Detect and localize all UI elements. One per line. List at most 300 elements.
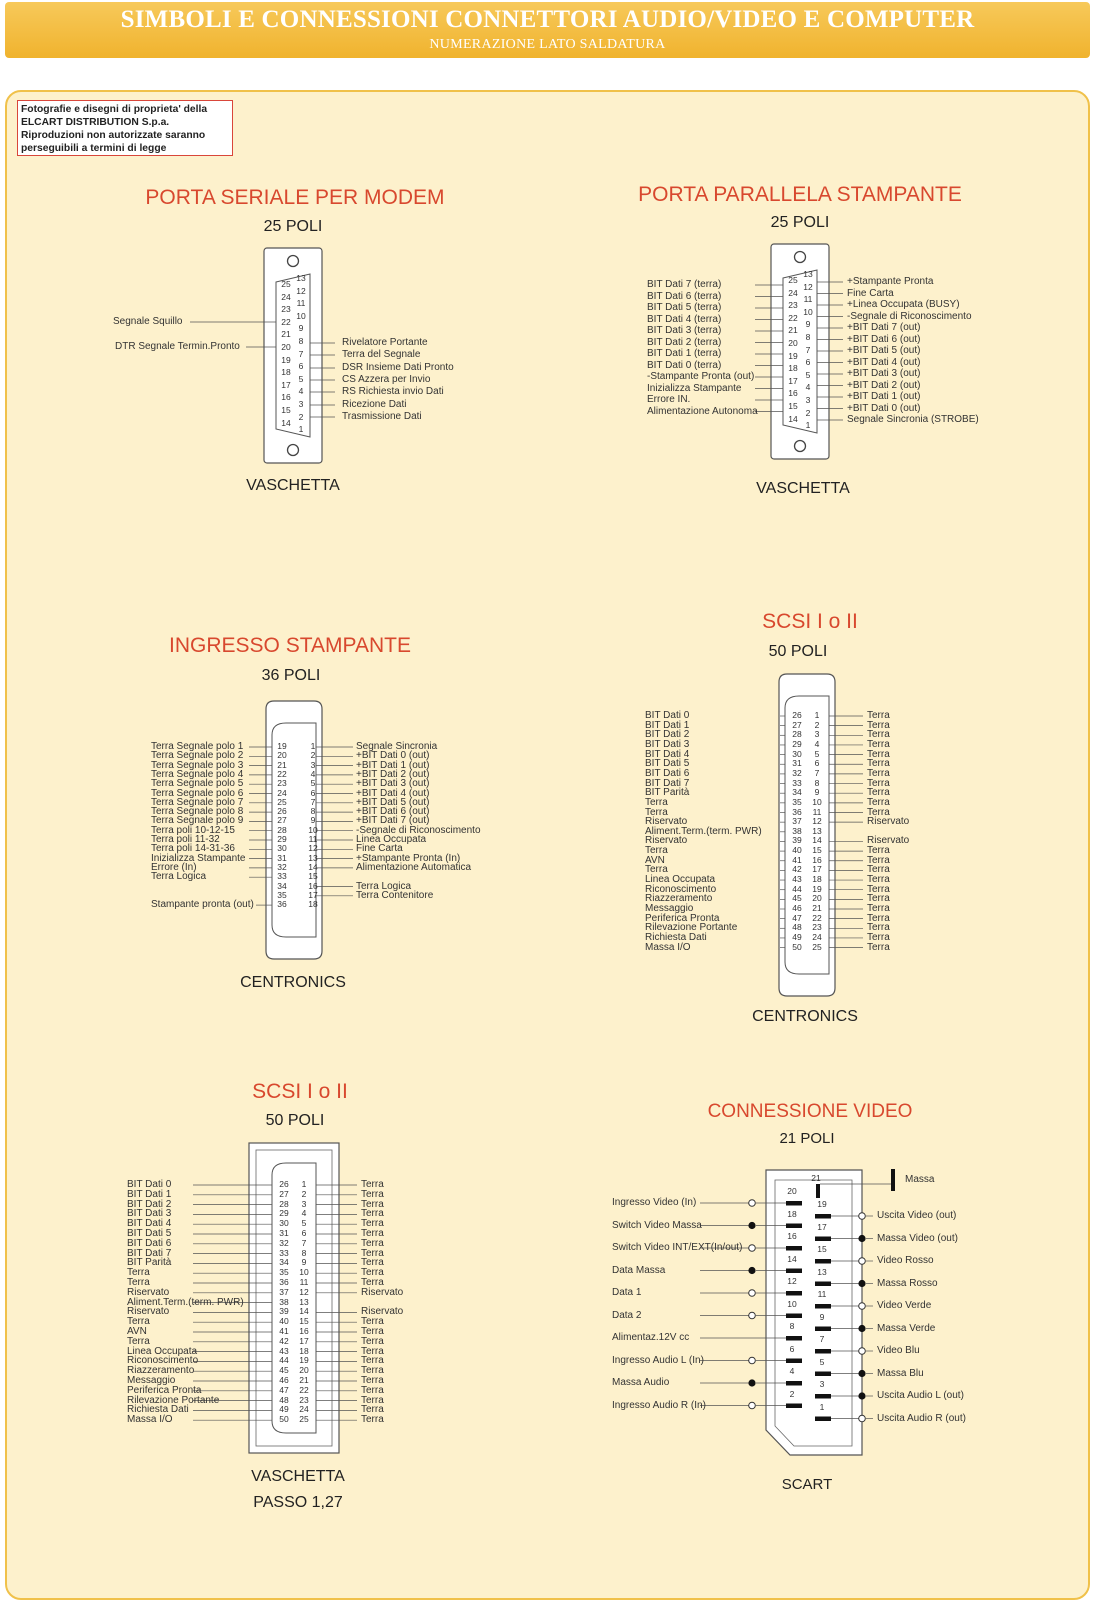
pin-number: 32 [277, 861, 287, 872]
pin-label: Alimentazione Automatica [356, 861, 472, 873]
pin-label: BIT Dati 6 [645, 767, 690, 779]
pin-number: 18 [281, 367, 291, 378]
pin-label: BIT Dati 5 [645, 758, 690, 770]
pin-label: Massa I/O [127, 1414, 173, 1426]
pin-label: Richiesta Dati [645, 931, 707, 943]
pin-contact [786, 1381, 802, 1386]
pin-label: Terra poli 11-32 [151, 834, 220, 845]
pin-number: 10 [296, 310, 306, 321]
pin-number: 7 [819, 1334, 825, 1344]
pin-number: 3 [310, 759, 316, 770]
pin-number: 15 [788, 401, 798, 411]
pin-label: Terra [867, 748, 890, 760]
pin-number: 5 [805, 369, 811, 380]
pin-label: Riservato [361, 1286, 404, 1298]
centronics36-type: CENTRONICS [240, 974, 346, 991]
pin-label: Terra [361, 1394, 384, 1406]
pin-number: 23 [299, 1394, 309, 1405]
pin-label: Terra [361, 1208, 384, 1220]
pin-label: Terra Contenitore [356, 889, 434, 901]
pin-label: +BIT Dati 5 (out) [356, 796, 430, 808]
pin-label: Terra [361, 1404, 384, 1416]
pin-number: 12 [308, 843, 318, 854]
pin-number: 14 [812, 835, 822, 846]
contact-dot-filled [748, 1222, 755, 1229]
pin-label: Terra Segnale polo 1 [151, 741, 244, 752]
pin-number: 31 [277, 852, 287, 863]
pin-number: 25 [281, 279, 291, 289]
parallel-poles: 25 POLI [770, 214, 830, 231]
pin-label: Riconoscimento [127, 1355, 199, 1367]
pin-label: Data Massa [612, 1264, 666, 1276]
contact-dot-open [749, 1312, 756, 1319]
pin-label: Massa Blu [877, 1367, 924, 1379]
pin-label: DTR Segnale Termin.Pronto [115, 341, 240, 352]
pin-label: Video Blu [877, 1345, 920, 1356]
pin-number: 35 [792, 796, 802, 807]
pin-number: 22 [299, 1384, 309, 1395]
pin-contact [786, 1359, 802, 1364]
pin-number: 12 [296, 285, 306, 296]
pin-label: Periferica Pronta [127, 1384, 202, 1396]
pin-number: 12 [299, 1286, 309, 1297]
pin-label: Terra [361, 1326, 384, 1337]
pin-contact [786, 1404, 802, 1409]
contact-dot-open [859, 1348, 866, 1355]
pin-label: +Stampante Pronta [847, 276, 934, 287]
pin-label: BIT Parità [645, 787, 690, 799]
pin-number: 36 [279, 1277, 289, 1287]
pin-label: -Segnale di Riconoscimento [356, 824, 481, 836]
pin-number: 24 [788, 287, 798, 298]
pin-label: +BIT Dati 4 (out) [847, 356, 921, 368]
pin-number: 10 [299, 1267, 309, 1278]
pin-number: 4 [301, 1208, 307, 1219]
pin-number: 36 [277, 899, 287, 910]
pin-contact [815, 1394, 831, 1399]
pin-label: BIT Dati 4 [127, 1218, 172, 1230]
pin-number: 3 [805, 395, 811, 405]
pin-number: 7 [298, 348, 304, 359]
pin-number: 6 [789, 1343, 795, 1354]
pin-number: 23 [788, 300, 798, 311]
pin-number: 4 [298, 386, 304, 397]
pin-label: Terra [361, 1375, 384, 1386]
parallel-type: VASCHETTA [756, 480, 850, 497]
pin-label: Terra [867, 854, 890, 866]
pin-number: 26 [277, 806, 287, 817]
pin-label: Segnale Sincronia [356, 741, 438, 752]
pin-number: 3 [819, 1379, 825, 1389]
pin-label: Rivelatore Portante [342, 337, 428, 348]
scsi-centronics-type: CENTRONICS [752, 1008, 858, 1025]
pin-number: 41 [792, 854, 802, 865]
pin-label: BIT Dati 3 (terra) [647, 325, 722, 336]
pin-label: Video Rosso [877, 1255, 934, 1266]
pin-label: Terra [361, 1237, 384, 1249]
pin-label: Terra [361, 1316, 384, 1328]
pin-number: 15 [817, 1244, 827, 1254]
pin-number: 33 [792, 777, 802, 788]
contact-dot-open [749, 1402, 756, 1409]
pin-number: 27 [277, 815, 287, 826]
pin-number: 6 [298, 361, 304, 372]
pin-label: Terra Segnale polo 5 [151, 778, 244, 790]
pin-number: 22 [812, 912, 822, 923]
pin-contact [815, 1304, 831, 1309]
pin-number: 19 [299, 1355, 309, 1366]
scsi-vaschetta-pitch: PASSO 1,27 [253, 1494, 343, 1511]
pin-label: Ingresso Audio L (In) [612, 1354, 704, 1366]
pin-label: Terra [361, 1277, 384, 1288]
pin-label: Riservato [361, 1306, 404, 1318]
pin-number: 2 [301, 1188, 307, 1199]
pin-label: Terra [867, 777, 890, 789]
pin-label: Terra [645, 845, 668, 857]
pin-contact [815, 1327, 831, 1332]
pin-number: 34 [277, 880, 287, 891]
pin-label: Uscita Video (out) [877, 1210, 957, 1221]
pin-label: AVN [127, 1326, 147, 1337]
pin-label: Terra Segnale polo 6 [151, 787, 244, 799]
pin-label: BIT Parità [127, 1257, 172, 1269]
pin-label: Terra [361, 1257, 384, 1269]
pin-contact [786, 1269, 802, 1274]
pin-number: 37 [279, 1286, 289, 1297]
pin-label: Switch Video Massa [612, 1219, 702, 1231]
pin-label: Errore (In) [151, 861, 197, 873]
pin-label: Ingresso Audio R (In) [612, 1399, 706, 1411]
pin-number: 38 [279, 1296, 289, 1307]
pin-label: Terra [867, 864, 890, 876]
pin-number: 18 [299, 1345, 309, 1356]
pin-number: 8 [789, 1321, 795, 1331]
modem-poles: 25 POLI [263, 218, 323, 235]
pin-label: RS Richiesta invio Dati [342, 386, 444, 397]
pin-number: 13 [296, 273, 306, 283]
pin-number: 20 [812, 893, 822, 904]
pin-number: 7 [301, 1237, 307, 1248]
pin-label: Alimentazione Autonoma [647, 405, 758, 417]
pin-number: 11 [296, 298, 306, 309]
pin-label: Terra [867, 941, 890, 953]
pin-label: Terra [361, 1355, 384, 1367]
pin-label: Terra [361, 1345, 384, 1357]
scsi-vaschetta-title: SCSI I o II [252, 1080, 348, 1103]
pin-label: Terra [361, 1335, 384, 1347]
pin-number: 49 [792, 931, 802, 942]
pin-label: Terra [361, 1267, 384, 1279]
pin-label: Massa Verde [877, 1322, 936, 1334]
pin-label: +BIT Dati 5 (out) [847, 345, 921, 356]
pin-number: 50 [792, 941, 802, 952]
pin-number: 21 [277, 759, 287, 770]
pin-number: 19 [817, 1199, 827, 1209]
pin-number: 18 [787, 1208, 797, 1219]
pin-number: 9 [310, 815, 316, 826]
pin-number: 30 [279, 1218, 289, 1229]
copyright-line: Fotografie e disegni di proprieta' della [21, 104, 208, 115]
pin-number: 6 [310, 787, 316, 798]
pin-label: BIT Dati 7 [127, 1247, 172, 1259]
pin-number: 5 [814, 748, 820, 759]
pin-label: Terra [867, 874, 890, 886]
contact-dot-open [749, 1245, 756, 1252]
pin-contact [815, 1237, 831, 1242]
pin-number: 23 [281, 304, 291, 315]
pin-label: Rilevazione Portante [127, 1394, 220, 1406]
pin-number: 3 [298, 399, 304, 409]
pin-number: 9 [819, 1311, 825, 1322]
pin-label: Errore IN. [647, 394, 691, 405]
pin-label: Terra [867, 767, 890, 779]
pin-label: Terra [127, 1316, 150, 1328]
pin-label: Massa Rosso [877, 1277, 938, 1289]
pin-number: 45 [279, 1365, 289, 1376]
pin-number: 12 [812, 816, 822, 827]
pin-number: 47 [792, 912, 802, 923]
pin-label: BIT Dati 6 [127, 1237, 172, 1249]
pin-number: 25 [812, 941, 822, 952]
pin-label: Messaggio [127, 1375, 176, 1386]
pin-label: -Segnale di Riconoscimento [847, 310, 972, 322]
pin-number: 10 [787, 1298, 797, 1309]
centronics36-poles: 36 POLI [261, 667, 321, 684]
pin-label: BIT Dati 3 [127, 1208, 172, 1220]
pin-label: +BIT Dati 6 (out) [847, 333, 921, 345]
pin-number: 28 [279, 1198, 289, 1209]
pin-number: 24 [277, 787, 287, 798]
scart-title: CONNESSIONE VIDEO [707, 1101, 913, 1122]
pin-number: 39 [279, 1306, 289, 1317]
contact-dot-filled [858, 1280, 865, 1287]
pin-number: 47 [279, 1384, 289, 1395]
pin-number: 46 [279, 1375, 289, 1385]
pin-label: +BIT Dati 6 (out) [356, 806, 430, 818]
pin-number: 14 [787, 1253, 797, 1264]
pin-label: Terra [867, 738, 890, 750]
pin-label: Terra Segnale polo 7 [151, 796, 244, 808]
pin-label: Terra Logica [151, 871, 207, 883]
pin-number: 20 [277, 750, 287, 761]
pin-number: 17 [812, 864, 822, 875]
pin-label: Periferica Pronta [645, 912, 720, 924]
pin-number: 5 [298, 373, 304, 384]
pin-number: 48 [792, 922, 802, 933]
pin-contact [815, 1214, 831, 1219]
pin-label: Terra poli 14-31-36 [151, 843, 235, 855]
pin-label: CS Azzera per Invio [342, 374, 431, 385]
pin-label: Segnale Squillo [113, 316, 183, 327]
pin-number: 1 [819, 1401, 825, 1412]
pin-label: Richiesta Dati [127, 1404, 189, 1416]
pin-label: Ricezione Dati [342, 399, 407, 410]
pin-number: 25 [277, 796, 287, 807]
pin-label: Terra [645, 864, 668, 876]
pin-number: 21 [812, 903, 822, 913]
pin-label: Terra Segnale polo 9 [151, 815, 244, 827]
pin-label: Inizializza Stampante [647, 382, 742, 394]
pin-number: 20 [281, 342, 291, 352]
pin-number: 32 [279, 1237, 289, 1248]
pin-label: AVN [645, 854, 665, 866]
pin-number: 1 [301, 1179, 307, 1189]
pin-number: 4 [805, 382, 811, 393]
pin-label: BIT Dati 0 [645, 710, 690, 721]
pin-number: 1 [310, 741, 316, 751]
copyright-line: perseguibili a termini di legge [21, 143, 167, 154]
pin-number: 3 [814, 729, 820, 740]
pin-label: DSR Insieme Dati Pronto [342, 362, 454, 373]
pin-label: +BIT Dati 4 (out) [356, 787, 430, 799]
pin-label: Inizializza Stampante [151, 852, 246, 864]
pin-label: BIT Dati 0 [127, 1179, 172, 1190]
pin-number: 11 [308, 834, 318, 844]
pin-label: Switch Video INT/EXT(In/out) [612, 1242, 743, 1253]
pin-number: 1 [814, 710, 820, 720]
pin-number: 42 [279, 1335, 289, 1346]
pin-number: 8 [805, 332, 811, 342]
pin-label: Data 1 [612, 1287, 642, 1298]
pin-label: Terra [361, 1414, 384, 1426]
pin-label: +BIT Dati 2 (out) [356, 768, 430, 780]
pin-label: Terra [867, 845, 890, 857]
pin-contact [815, 1417, 831, 1422]
pin-number: 14 [281, 417, 291, 428]
pin-label: BIT Dati 4 [645, 748, 690, 760]
pin-label: BIT Dati 5 (terra) [647, 302, 722, 313]
pin-label: Terra [361, 1228, 384, 1239]
pin-contact [815, 1349, 831, 1354]
pin-label: Fine Carta [847, 287, 894, 299]
pin-label: Terra Logica [356, 880, 412, 892]
pin-label: BIT Dati 7 (terra) [647, 279, 722, 290]
pin-number: 9 [814, 787, 820, 798]
pin-label: Riservato [127, 1306, 170, 1318]
pin-label: Terra [867, 806, 890, 818]
pin-label: Terra [645, 806, 668, 818]
pin-number: 35 [279, 1267, 289, 1278]
pin-number: 27 [279, 1188, 289, 1199]
pin-number: 17 [299, 1335, 309, 1346]
pin-label: BIT Dati 2 (terra) [647, 336, 722, 348]
pin-number: 6 [301, 1228, 307, 1238]
pin-label: Terra [361, 1218, 384, 1230]
pin-number: 20 [787, 1186, 797, 1196]
pin-label: Terra [867, 719, 890, 731]
pin-label: Terra [867, 758, 890, 770]
pin-number: 15 [812, 845, 822, 856]
pin-label: Rilevazione Portante [645, 922, 738, 934]
pin-number: 10 [803, 306, 813, 317]
pin-label: Aliment.Term.(term. PWR) [127, 1296, 244, 1308]
pin-label: Riservato [127, 1286, 170, 1298]
pin-number: 7 [310, 796, 316, 807]
pin-number: 11 [299, 1277, 309, 1287]
pin-number: 20 [299, 1365, 309, 1376]
pin-label: Messaggio [645, 903, 694, 914]
pin-label: Terra [361, 1179, 384, 1190]
pin-number: 4 [814, 738, 820, 749]
pin-number: 11 [812, 806, 822, 817]
pin-number: 48 [279, 1394, 289, 1405]
pin-number: 6 [805, 357, 811, 368]
pin-number: 14 [308, 861, 318, 872]
pin-label: Terra Segnale polo 3 [151, 759, 244, 771]
pin-label: Video Verde [877, 1300, 932, 1311]
modem-title: PORTA SERIALE PER MODEM [145, 186, 445, 209]
pin-number: 2 [298, 411, 304, 422]
pin-label: Terra del Segnale [342, 349, 421, 360]
pin-contact [815, 1372, 831, 1377]
pin-number: 49 [279, 1404, 289, 1415]
pin-number: 27 [792, 719, 802, 730]
pin-number: 9 [298, 323, 304, 334]
pin-number: 19 [812, 883, 822, 894]
pin-number: 45 [792, 893, 802, 904]
pin-contact [786, 1291, 802, 1296]
pin-label: Fine Carta [356, 843, 403, 855]
pin-number: 8 [298, 336, 304, 346]
pin-number: 30 [277, 843, 287, 854]
pin-number: 1 [805, 420, 811, 431]
pin-number: 34 [279, 1257, 289, 1268]
pin-label: Terra [867, 710, 890, 721]
contact-dot-filled [858, 1325, 865, 1332]
pin-label: +BIT Dati 3 (out) [356, 778, 430, 790]
pin-number: 12 [803, 281, 813, 292]
pin-number: 11 [817, 1289, 827, 1299]
parallel-title: PORTA PARALLELA STAMPANTE [638, 183, 962, 206]
pin-label: BIT Dati 2 [645, 729, 690, 741]
pin-number: 32 [792, 767, 802, 778]
pin-label: -Stampante Pronta (out) [647, 371, 755, 382]
pin-number: 13 [308, 852, 318, 863]
pin-label: BIT Dati 0 (terra) [647, 359, 722, 371]
pin-number: 6 [814, 758, 820, 769]
pin-number: 44 [792, 883, 802, 894]
pin-label: Massa Video (out) [877, 1232, 958, 1244]
pin-label: Terra Segnale polo 4 [151, 768, 244, 780]
pin-number: 16 [299, 1326, 309, 1336]
pin-label: Linea Occupata [127, 1345, 198, 1357]
pin-label: Terra [127, 1335, 150, 1347]
pin-label: Riservato [645, 835, 688, 847]
pin-number: 9 [301, 1257, 307, 1268]
pin-number: 16 [812, 854, 822, 865]
pin-label: Terra [867, 796, 890, 808]
pin-number: 40 [792, 845, 802, 856]
pin-number: 24 [812, 931, 822, 942]
pin-label: Uscita Audio R (out) [877, 1412, 966, 1424]
pin-number: 18 [308, 899, 318, 910]
pin-label: Riservato [645, 816, 688, 828]
pin-label: Terra poli 10-12-15 [151, 824, 235, 836]
pin-label: Trasmissione Dati [342, 411, 422, 422]
pin-label: BIT Dati 4 (terra) [647, 313, 722, 325]
pin-number: 17 [817, 1221, 827, 1232]
pin-number: 3 [301, 1198, 307, 1209]
pin-label: Terra [867, 883, 890, 895]
pin-number: 28 [792, 729, 802, 740]
pin-number: 16 [788, 388, 798, 399]
pin-number: 30 [792, 748, 802, 759]
pin-label: BIT Dati 1 [645, 719, 690, 731]
pin-label: +BIT Dati 0 (out) [356, 750, 430, 762]
pin-number: 2 [310, 750, 316, 761]
pin-label: BIT Dati 7 [645, 777, 690, 789]
pin-number: 24 [299, 1404, 309, 1415]
